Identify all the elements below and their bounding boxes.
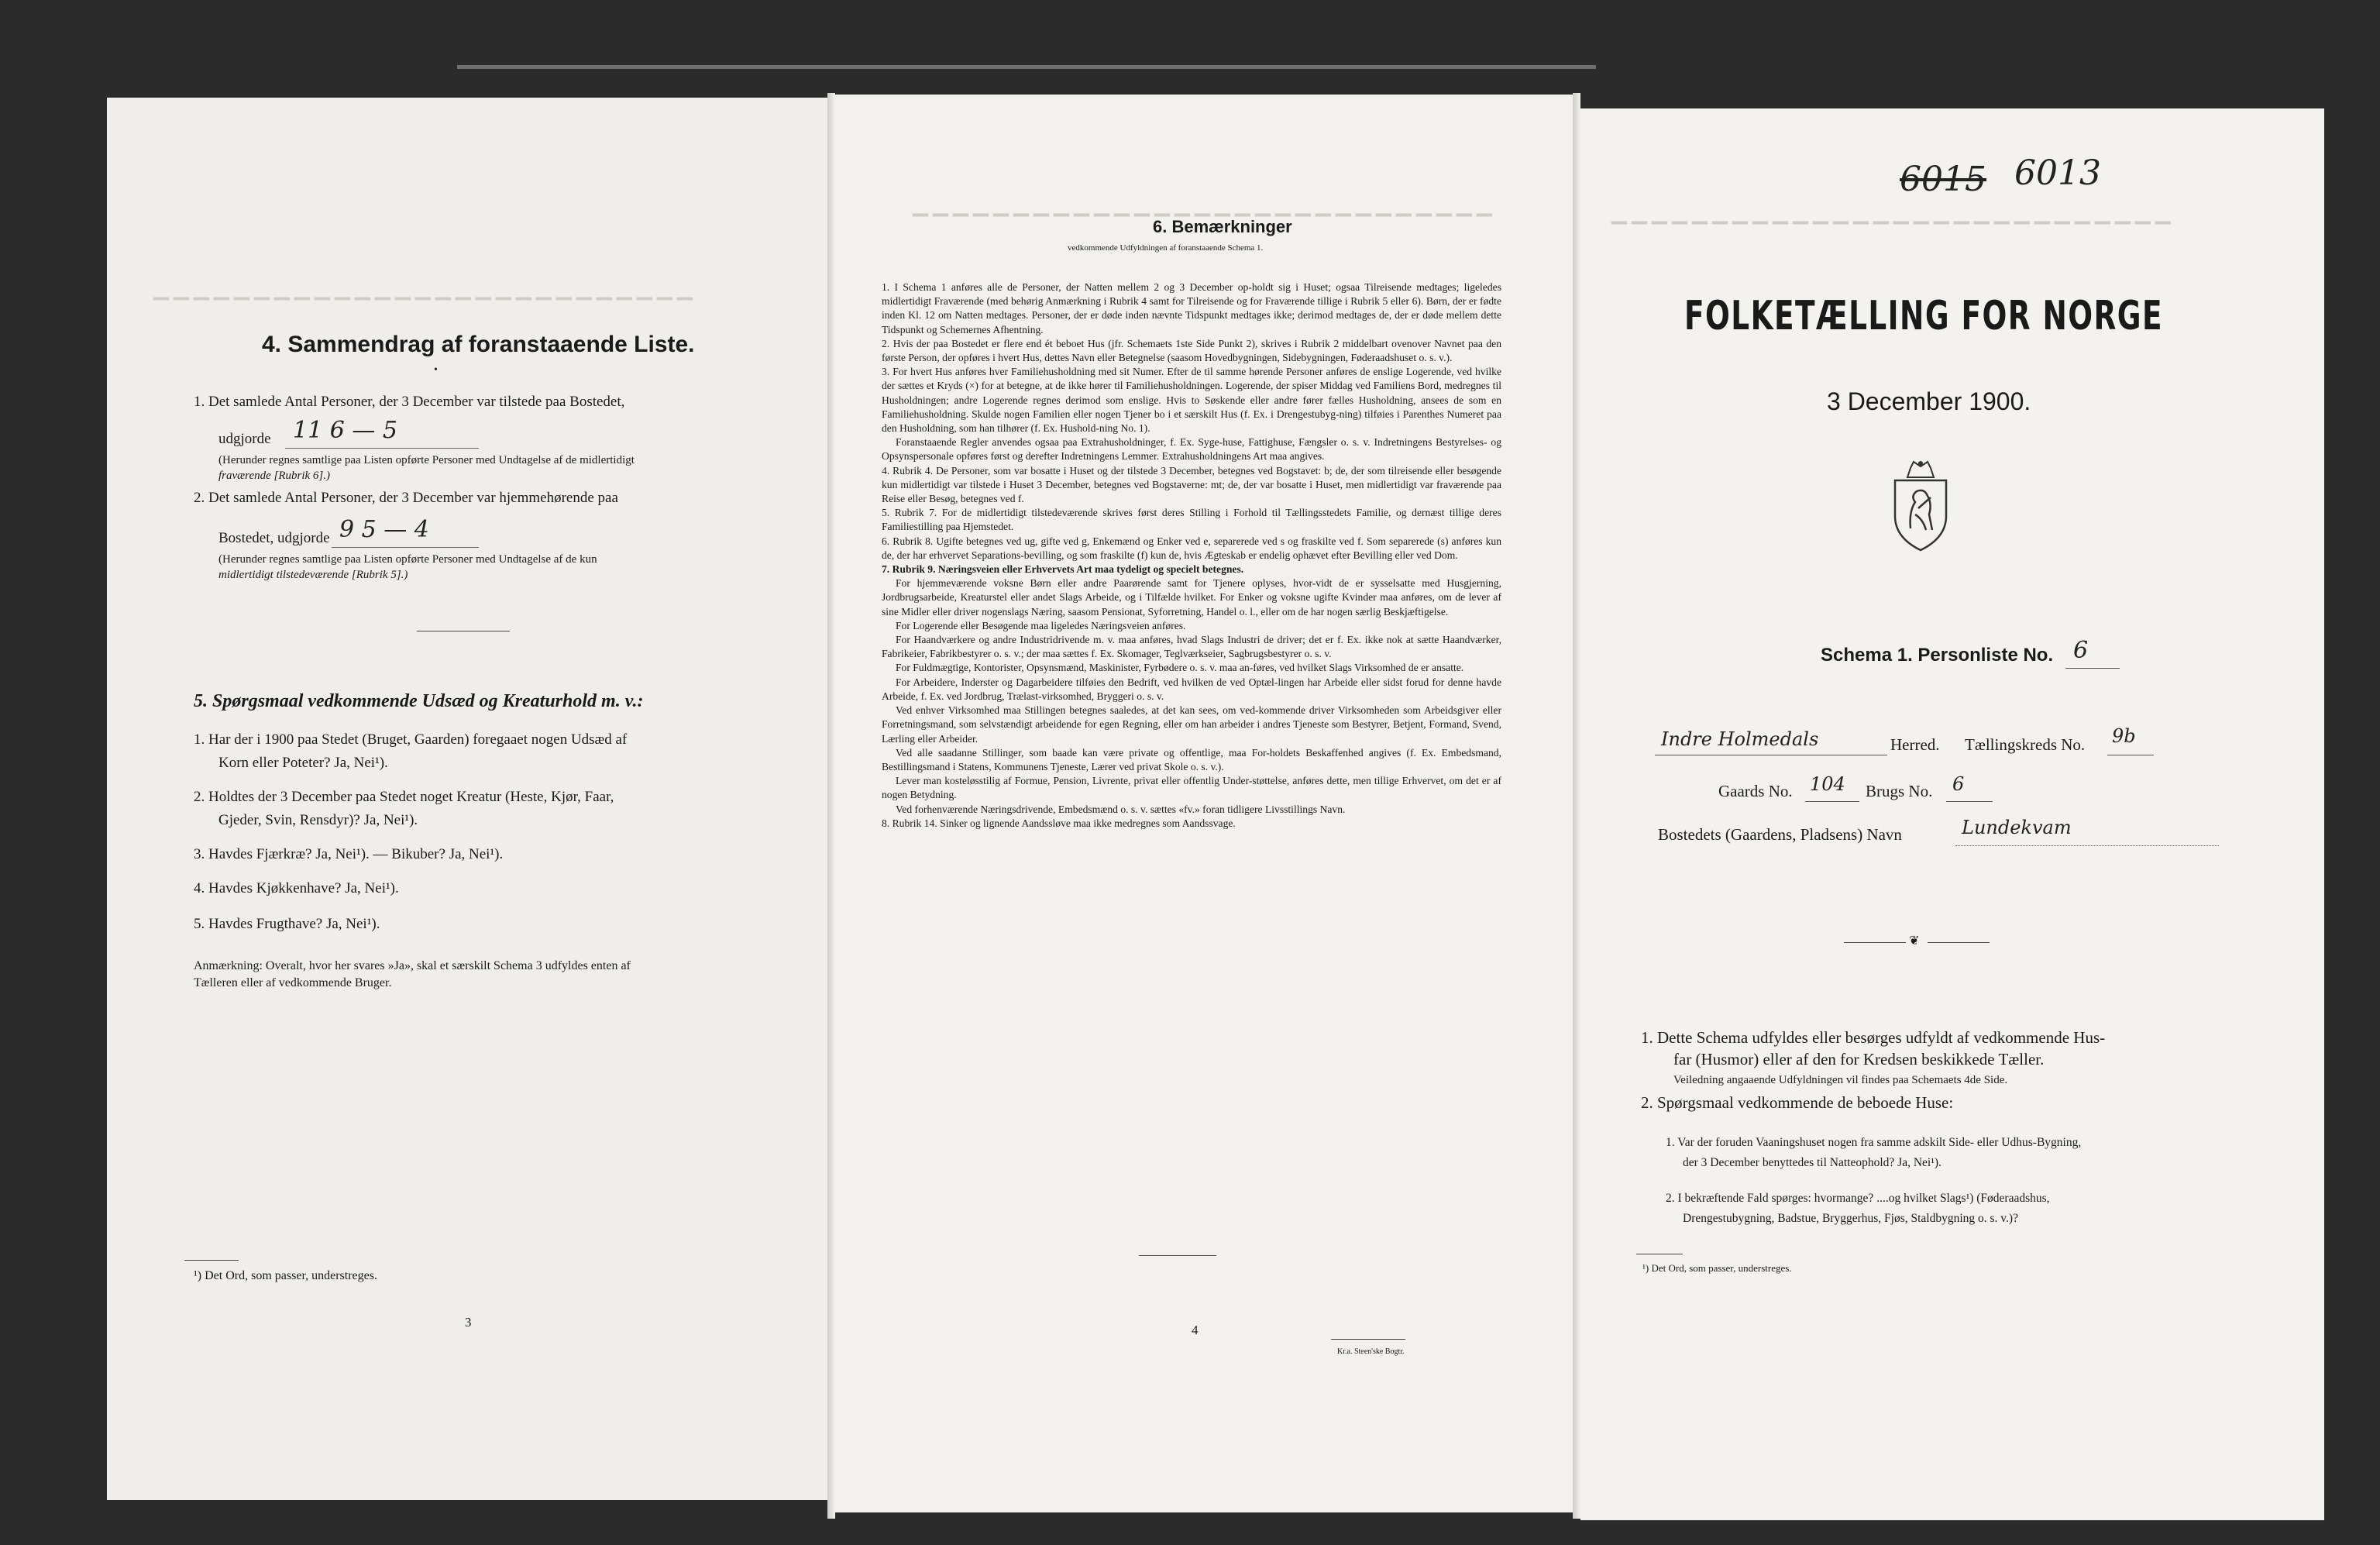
remark-paragraph: Ved forhenværende Næringsdrivende, Embedsmænd o. s. v. sættes «fv.» foran tidligere Livsstillings Navn. [896, 803, 1346, 815]
question-4: 4. Havdes Kjøkkenhave? Ja, Nei¹). [194, 880, 399, 896]
remark-paragraph: Lever man kosteløsstilig af Formue, Pension, Livrente, privat eller offentlig Under-støttelse, anføres dette, men tillige Erhvervet, om det er af nogen Betydning. [882, 775, 1501, 801]
gaards-label: Gaards No. [1718, 782, 1793, 800]
printer-rule [1331, 1339, 1405, 1340]
document-title: FOLKETÆLLING FOR NORGE [1684, 293, 2163, 339]
scan-edge-line [457, 65, 1596, 69]
archive-number: 6013 [2014, 153, 2101, 193]
remark-paragraph: 6. Rubrik 8. Ugifte betegnes ved ug, gifte ved g, Enkemænd og Enker ved e, separerede ved s og fraskilte ved f. Som separerede (s) anføres kun de, der har erhvervet Separations-bevilling, og som fraskilte (f) kun de, hvis Ægteskab er endelig ophævet efter Bevilling eller ved Dom. [882, 535, 1501, 561]
instruction-1-note: Veiledning angaaende Udfyldningen vil findes paa Schemaets 4de Side. [1673, 1074, 2008, 1086]
question-2-line1: 2. Holdtes der 3 December paa Stedet noget Kreatur (Heste, Kjør, Faar, [194, 789, 614, 805]
remark-paragraph: Ved alle saadanne Stillinger, som baade kan være private og offentlige, maa For-holdets Beskaffenhed angives (f. Ex. Embedsmand, Bestillingsmand i Statens, Kommunens Tjeneste, Lærer ved privat Skole o. s. v.). [882, 746, 1501, 772]
kreds-label: Tællingskreds No. [1965, 735, 2086, 754]
item1-text: 1. Det samlede Antal Personer, der 3 December var tilstede paa Bostedet, [194, 394, 625, 410]
question-1-line1: 1. Har der i 1900 paa Stedet (Bruget, Gaarden) foregaaet nogen Udsæd af [194, 731, 628, 748]
item1-note-line2: fraværende [Rubrik 6].) [218, 470, 331, 482]
remark-paragraph: 4. Rubrik 4. De Personer, som var bosatte i Huset og der tilstede 3 December, betegnes ved Bogstavet: b; de, der som tilreisende eller besøgende kun midlertidigt var tilstede i Huset 3 December, betegnes ved Bogstaverne: mt; de, der var bosatte i Huset, men midlertidigt var fraværende paa Reise eller Besøg, betegnes ved f. [882, 464, 1501, 505]
archive-number-struck: 6015 [1900, 160, 1986, 199]
instruction-1-line1: 1. Dette Schema udfyldes eller besørges udfyldt af vedkommende Hus- [1641, 1028, 2106, 1047]
personliste-number: 6 [2073, 637, 2089, 664]
brugs-line [1946, 801, 1993, 802]
item1-dotted-line [285, 448, 479, 449]
norwegian-coat-of-arms-icon [1887, 460, 1954, 553]
remark-paragraph: 5. Rubrik 7. For de midlertidigt tilstedeværende skrives først deres Stilling i Forhold til Tællingsstedets Familie, og dernæst tillige deres Familiestilling paa Hjemstedet. [882, 507, 1501, 533]
page-fold [827, 93, 835, 1519]
bosted-value: Lundekvam [1962, 817, 2072, 838]
herred-label: Herred. [1890, 735, 1940, 754]
item2-prefix: Bostedet, udgjorde [218, 530, 330, 546]
bosted-line [1955, 845, 2219, 846]
item2-text: 2. Det samlede Antal Personer, der 3 December var hjemmehørende paa [194, 490, 618, 506]
divider-dot: • [434, 364, 438, 376]
page-number: 3 [465, 1315, 472, 1330]
footnote: ¹) Det Ord, som passer, understreges. [194, 1269, 377, 1282]
question-2-line2: Gjeder, Svin, Rensdyr)? Ja, Nei¹). [218, 812, 418, 828]
item2-note-line2: midlertidigt tilstedeværende [Rubrik 5].) [218, 569, 408, 581]
census-date: 3 December 1900. [1827, 387, 2031, 415]
bleed-through-text: ▁▁▁▁▁▁▁▁▁▁▁▁▁▁▁▁▁▁▁▁▁▁▁▁▁▁▁▁ [1611, 201, 2175, 224]
instruction-1-line2: far (Husmor) eller af den for Kredsen beskikkede Tæller. [1673, 1050, 2045, 1068]
house-question-2-line2: Drengestubygning, Badstue, Bryggerhus, Fjøs, Staldbygning o. s. v.)? [1683, 1212, 2018, 1225]
gaards-value: 104 [1810, 773, 1845, 795]
ornament-icon: ❦ [1909, 934, 1920, 948]
item2-dotted-line [332, 547, 479, 548]
ornament-rule-left [1844, 942, 1906, 943]
remark-paragraph: 7. Rubrik 9. Næringsveien eller Erhvervets Art maa tydeligt og specielt betegnes. [882, 563, 1244, 576]
question-3: 3. Havdes Fjærkræ? Ja, Nei¹). — Bikuber? Ja, Nei¹). [194, 846, 504, 862]
item2-handwritten-value: 9 5 — 4 [339, 516, 429, 543]
kreds-value: 9b [2112, 725, 2136, 747]
page-fold [1573, 93, 1580, 1519]
end-rule [1139, 1255, 1216, 1256]
question-1-line2: Korn eller Poteter? Ja, Nei¹). [218, 755, 388, 771]
section-4-title: 4. Sammendrag af foranstaaende Liste. [262, 332, 695, 357]
ornament-rule-right [1928, 942, 1990, 943]
gaards-line [1805, 801, 1859, 802]
remark-paragraph: 1. I Schema 1 anføres alle de Personer, der Natten mellem 2 og 3 December op-holdt sig i Huset; ogsaa Tilreisende medtages; ligeledes midlertidigt Fraværende (med behørig Anmærkning i Rubrik 4 samt for Tilreisende og for Fraværende tillige i Rubrik 5 eller 6). Børn, der er fødte inden Kl. 12 om Natten medtages. Personer, der er døde inden nævnte Tidspunkt medtages ikke; derimod medtages de, der er døde mellem dette Tidspunkt og Schemernes Afhentning. [882, 281, 1501, 335]
remark-paragraph: For hjemmeværende voksne Børn eller andre Paarørende samt for Tjenere oplyses, hvor-vidt de er sysselsatte med Husgjerning, Jordbrugsarbeide, Kreaturstel eller andet Slags Arbeide, og i Tilfælde hvilket. For Enker og voksne ugifte Kvinder maa anføres, om de lever af sine Midler eller driver nogenslags Næring, saasom Pensionat, Syforretning, Handel o. l., eller om de har nogen særlig Beskjæftigelse. [882, 577, 1501, 618]
page-number: 4 [1192, 1323, 1199, 1337]
question-5: 5. Havdes Frugthave? Ja, Nei¹). [194, 916, 380, 932]
footnote: ¹) Det Ord, som passer, understreges. [1642, 1262, 1792, 1274]
remark-line1: Anmærkning: Overalt, hvor her svares »Ja», skal et særskilt Schema 3 udfyldes enten af [194, 959, 631, 972]
remark-paragraph: Ved enhver Virksomhed maa Stillingen betegnes saaledes, at det kan sees, om ved-kommende driver Virksomheden som Arbeidsgiver eller Forretningsmand, som selvstændigt arbeidende for egen Regning, eller om han arbeider i andres Tjeneste som Bestyrer, Betjent, Formand, Svend, Lærling eller Arbeider. [882, 704, 1501, 745]
herred-value: Indre Holmedals [1661, 728, 1819, 750]
remark-paragraph: For Haandværkere og andre Industridrivende m. v. maa anføres, hvad Slags Industri de driver; det er f. Ex. ikke nok at sætte Haandværker, Fabrikeier, Fabrikbestyrer o. s. v.; der maa sættes f. Ex. Skomager, Teglværkseier, Sagbrugsbestyrer o. s. v. [882, 634, 1501, 660]
remarks-body [882, 280, 1501, 831]
right-page [1580, 108, 2324, 1520]
section-5-title: 5. Spørgsmaal vedkommende Udsæd og Kreaturhold m. v.: [194, 691, 644, 711]
remarks-subtitle: vedkommende Udfyldningen af foranstaaende Schema 1. [1068, 243, 1264, 253]
house-question-1-line1: 1. Var der foruden Vaaningshuset nogen fra samme adskilt Side- eller Udhus-Bygning, [1666, 1136, 2082, 1149]
bleed-through-text: ▁▁▁▁▁▁▁▁▁▁▁▁▁▁▁▁▁▁▁▁▁▁▁▁▁▁▁▁▁ [913, 194, 1497, 216]
item2-note-line1: (Herunder regnes samtlige paa Listen opførte Personer med Undtagelse af de kun [218, 553, 597, 566]
schema-label: Schema 1. Personliste No. [1821, 645, 2054, 666]
instruction-2: 2. Spørgsmaal vedkommende de beboede Huse: [1641, 1093, 1954, 1112]
house-question-2-line1: 2. I bekræftende Fald spørges: hvormange? ....og hvilket Slags¹) (Føderaadshus, [1666, 1192, 2050, 1205]
item1-note-line1: (Herunder regnes samtlige paa Listen opførte Personer med Undtagelse af de midlertidigt [218, 454, 635, 466]
remark-paragraph: For Arbeidere, Inderster og Dagarbeidere tilføies den Bedrift, ved hvilken de ved Optæl-lingen har Arbeide eller sidst forud for denne havde Arbeide, f. Ex. ved Jordbrug, Trælast-virksomhed, Bryggeri o. s. v. [882, 676, 1501, 702]
brugs-value: 6 [1952, 773, 1965, 795]
item1-prefix: udgjorde [218, 431, 271, 447]
remark-paragraph: 2. Hvis der paa Bostedet er flere end ét beboet Hus (jfr. Schemaets 1ste Side Punkt 2), skrives i Rubrik 2 middelbart ovenover Navnet paa den første Person, der opføres i hvert Hus, dettes Navn eller Betegnelse (saasom Hovedbygningen, Sidebygningen, Føderaadshuset o. s. v.). [882, 337, 1501, 364]
remark-paragraph: 3. For hvert Hus anføres hver Familiehusholdning med sit Numer. Efter de til samme hørende Personer anføres de enslige Logerende, ved hvilke der sættes et Kryds (×) for at betegne, at de ikke hører til Familiehusholdningen. Logerende, der spiser Middag ved Familiens Bord, medregnes til Husholdningen; andre Logerende regnes derimod som enslige. Hvis to Søskende eller andre fører fælles Husholdning, ansees de som en Familiehusholdning. Skulde nogen Familien eller nogen Tjener bo i et særskilt Hus (f. Ex. i Drengestubyg-ning) tilføies i Parenthes Numeret paa den Husholdning, som han tilhører (f. Ex. Hushold-ning No. 1). [882, 366, 1501, 435]
remark-paragraph: For Logerende eller Besøgende maa ligeledes Næringsveien anføres. [896, 619, 1186, 631]
remark-paragraph: Foranstaaende Regler anvendes ogsaa paa Extrahusholdninger, f. Ex. Syge-huse, Fattighuse, Fængsler o. s. v. Indretningens Bestyrelses- og Opsynspersonale opføres først og derefter Indretningens Lemmer. Extrahusholdningens Art maa angives. [882, 436, 1501, 463]
house-question-1-line2: der 3 December benyttedes til Natteophold? Ja, Nei¹). [1683, 1156, 1941, 1169]
remark-line2: Tælleren eller af vedkommende Bruger. [194, 976, 392, 989]
middle-page [835, 95, 1576, 1512]
remark-paragraph: For Fuldmægtige, Kontorister, Opsynsmænd, Maskinister, Fyrbødere o. s. v. maa an-føres, ved hvilket Slags Virksomhed de er ansatte. [896, 662, 1464, 674]
left-page [107, 98, 829, 1500]
brugs-label: Brugs No. [1866, 782, 1933, 800]
item1-handwritten-value: 11 6 — 5 [293, 417, 397, 444]
remark-paragraph: 8. Rubrik 14. Sinker og lignende Aandssløve maa ikke medregnes som Aandssvage. [882, 817, 1236, 829]
remarks-title: 6. Bemærkninger [1153, 217, 1292, 236]
footnote-rule [184, 1260, 239, 1261]
bosted-label: Bostedets (Gaardens, Pladsens) Navn [1658, 825, 1902, 844]
personliste-line [2065, 668, 2120, 669]
bleed-through-text: ▁▁▁▁▁▁▁▁▁▁▁▁▁▁▁▁▁▁▁▁▁▁▁▁▁▁▁ [153, 277, 697, 300]
printer-credit: Kr.a. Steen'ske Bogtr. [1337, 1347, 1405, 1356]
